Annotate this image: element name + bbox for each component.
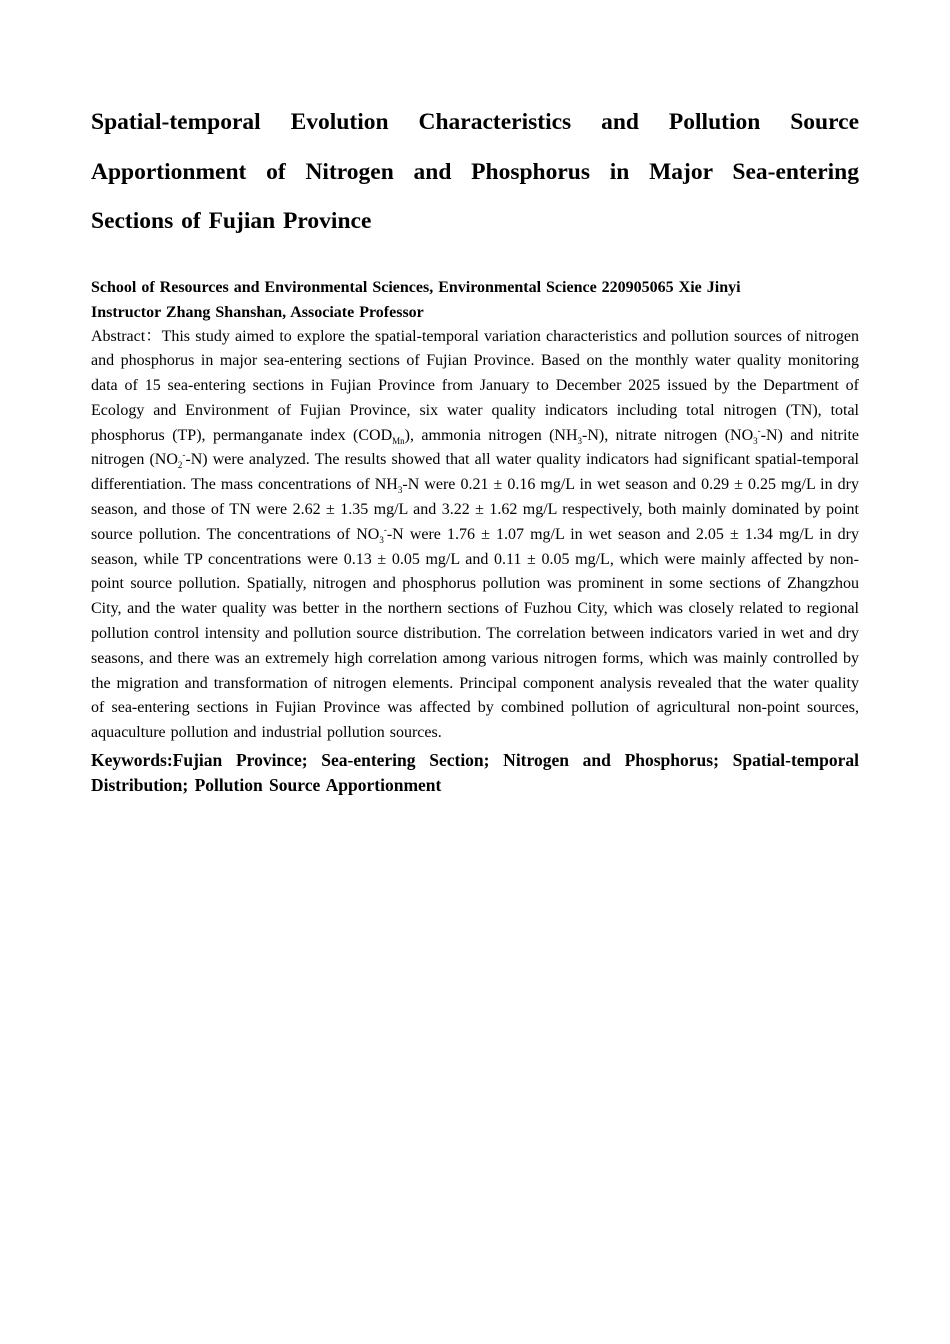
abstract xyxy=(91,325,859,747)
keywords-label: Keywords: xyxy=(91,750,173,771)
subscript-mn: Mn xyxy=(392,435,405,446)
superscript-minus: - xyxy=(182,450,186,461)
abstract-text-4: -N) and nitrite nitrogen (NO xyxy=(91,426,859,469)
subscript-3: 3 xyxy=(753,435,758,446)
paper-title: Spatial-temporal Evolution Characteristics and Pollution Source Apportionment of Nitrogen and Phosphorus in Major Sea-entering Sections of Fujian Province xyxy=(91,109,859,234)
superscript-minus: - xyxy=(383,524,387,535)
subscript-3: 3 xyxy=(577,435,583,446)
abstract-text-2: ), ammonia nitrogen (NH xyxy=(404,426,578,444)
author-line: School of Resources and Environmental Sciences, Environmental Science 220905065 Xie Jinyi xyxy=(91,278,741,296)
abstract-text-1: This study aimed to explore the spatial-temporal variation characteristics and pollution sources of nitrogen and phosphorus in major sea-entering sections of Fujian Province. Based on the monthly water quality monitoring data of 15 sea-entering sections in Fujian Province from January to December 2025 issued by the Department of Ecology and Environment of Fujian Province, six water quality indicators including total nitrogen (TN), total phosphorus (TP), permanganate index (COD xyxy=(91,327,859,444)
abstract-text-7: -N were 1.76 ± 1.07 mg/L in wet season and 2.05 ± 1.34 mg/L in dry season, while TP concentrations were 0.13 ± 0.05 mg/L and 0.11 ± 0.05 mg/L, which were mainly affected by non-point source pollution. Spatially, nitrogen and phosphorus pollution was prominent in some sections of Zhangzhou City, and the water quality was better in the northern sections of Fuzhou City, which was closely related to regional pollution control intensity and pollution source distribution. The correlation between indicators varied in wet and dry seasons, and there was an extremely high correlation among various nitrogen forms, which was mainly controlled by the migration and transformation of nitrogen elements. Principal component analysis revealed that the water quality of sea-entering sections in Fujian Province was affected by combined pollution of agricultural non-point sources, aquaculture pollution and industrial pollution sources. xyxy=(91,525,860,742)
superscript-minus: - xyxy=(757,425,761,436)
abstract-text-3: -N), nitrate nitrogen (NO xyxy=(582,426,754,444)
subscript-2: 2 xyxy=(177,460,183,471)
instructor-line: Instructor Zhang Shanshan, Associate Professor xyxy=(91,303,424,321)
abstract-text-5: -N) were analyzed. The results showed that all water quality indicators had significant spatial-temporal differentiation. The mass concentrations of NH xyxy=(91,451,859,494)
keywords-text: Fujian Province; Sea-entering Section; Nitrogen and Phosphorus; Spatial-temporal Distribution; Pollution Source Apportionment xyxy=(91,750,859,796)
author-affiliation xyxy=(91,275,859,325)
subscript-3: 3 xyxy=(379,535,384,546)
subscript-3: 3 xyxy=(397,485,403,496)
abstract-text-6: -N were 0.21 ± 0.16 mg/L in wet season and 0.29 ± 0.25 mg/L in dry season, and those of TN were 2.62 ± 1.35 mg/L and 3.22 ± 1.62 mg/L respectively, both mainly dominated by point source pollution. The concentrations of NO xyxy=(91,476,860,543)
abstract-label: Abstract： xyxy=(91,327,162,345)
keywords xyxy=(91,748,859,798)
